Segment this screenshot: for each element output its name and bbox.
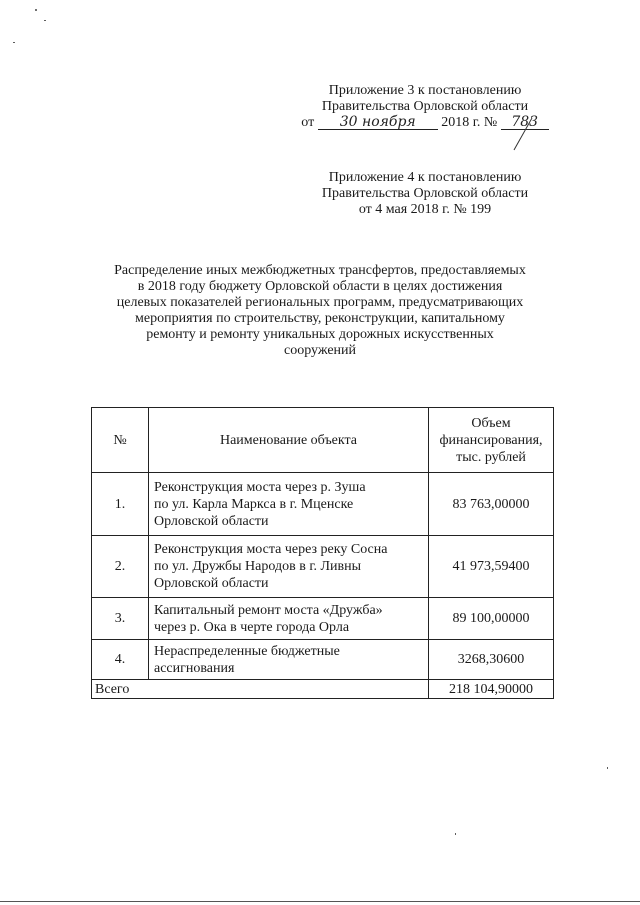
- row-amount: 3268,30600: [429, 640, 554, 680]
- appendix-old-line2: Правительства Орловской области: [321, 186, 529, 201]
- header-amount: [429, 408, 554, 473]
- row-num: 4.: [92, 640, 149, 680]
- appendix-new-line2: Правительства Орловской области: [321, 99, 529, 114]
- row-num: 3.: [92, 598, 149, 640]
- title-line: в 2018 году бюджету Орловской области в целях достижения: [137, 279, 503, 294]
- appendix-new-line1: Приложение 3 к постановлению: [328, 83, 522, 98]
- header-amount-line: Объем: [471, 415, 511, 431]
- row-name-line: через р. Ока в черте города Орла: [154, 619, 350, 635]
- title-line: мероприятия по строительству, реконструкции, капитальному: [135, 311, 505, 326]
- header-name: Наименование объекта: [149, 408, 429, 473]
- row-name-line: ассигнования: [154, 660, 235, 676]
- row-name-line: Нераспределенные бюджетные: [154, 643, 340, 659]
- table-row: [92, 598, 554, 640]
- row-name-line: по ул. Карла Маркса в г. Мценске: [154, 496, 354, 512]
- total-amount: 218 104,90000: [429, 680, 554, 699]
- scan-speck: [13, 42, 15, 43]
- row-name: [149, 536, 429, 598]
- row-name-line: Реконструкция моста через реку Сосна: [154, 542, 388, 557]
- header-amount-line: тыс. рублей: [456, 449, 526, 465]
- title-line: Распределение иных межбюджетных трансфертов, предоставляемых: [114, 263, 526, 278]
- row-name: [149, 473, 429, 536]
- row-num: 1.: [92, 473, 149, 536]
- row-amount: 41 973,59400: [429, 536, 554, 598]
- distribution-table: [91, 407, 554, 699]
- scan-edge-line: [0, 901, 640, 902]
- row-name: [149, 598, 429, 640]
- header-num: №: [92, 408, 149, 473]
- document-title: [60, 263, 580, 359]
- title-line: ремонту и ремонту уникальных дорожных искусственных: [146, 327, 494, 342]
- row-name-line: Реконструкция моста через р. Зуша: [154, 479, 366, 495]
- table-row: [92, 640, 554, 680]
- table-total-row: [92, 680, 554, 699]
- header-amount-line: финансирования,: [439, 432, 543, 448]
- table-header-row: [92, 408, 554, 473]
- table-row: [92, 536, 554, 598]
- scan-speck: [607, 767, 608, 769]
- appendix-old-line3: от 4 мая 2018 г. № 199: [358, 202, 492, 217]
- row-amount: 83 763,00000: [429, 473, 554, 536]
- row-name: [149, 640, 429, 680]
- title-line: целевых показателей региональных программ, предусматривающих: [116, 295, 524, 310]
- scan-speck: [455, 833, 456, 835]
- appendix-old-line1: Приложение 4 к постановлению: [328, 170, 522, 185]
- title-line: сооружений: [283, 343, 357, 358]
- year-label: 2018 г. №: [441, 115, 498, 130]
- row-name-line: Капитальный ремонт моста «Дружба»: [154, 602, 383, 618]
- row-num: 2.: [92, 536, 149, 598]
- table-row: [92, 473, 554, 536]
- total-label: Всего: [92, 680, 429, 699]
- scan-speck: [35, 9, 37, 11]
- from-label: от: [301, 115, 315, 130]
- appendix-old-header: [290, 170, 560, 218]
- row-amount: 89 100,00000: [429, 598, 554, 640]
- scan-speck: [44, 20, 46, 21]
- row-name-line: Орловской области: [154, 576, 269, 591]
- handwritten-stroke: [500, 116, 540, 156]
- row-name-line: по ул. Дружбы Народов в г. Ливны: [154, 559, 361, 574]
- row-name-line: Орловской области: [154, 513, 269, 529]
- handwritten-date: 30 ноября: [318, 115, 438, 130]
- handwritten-number: 783: [501, 115, 549, 130]
